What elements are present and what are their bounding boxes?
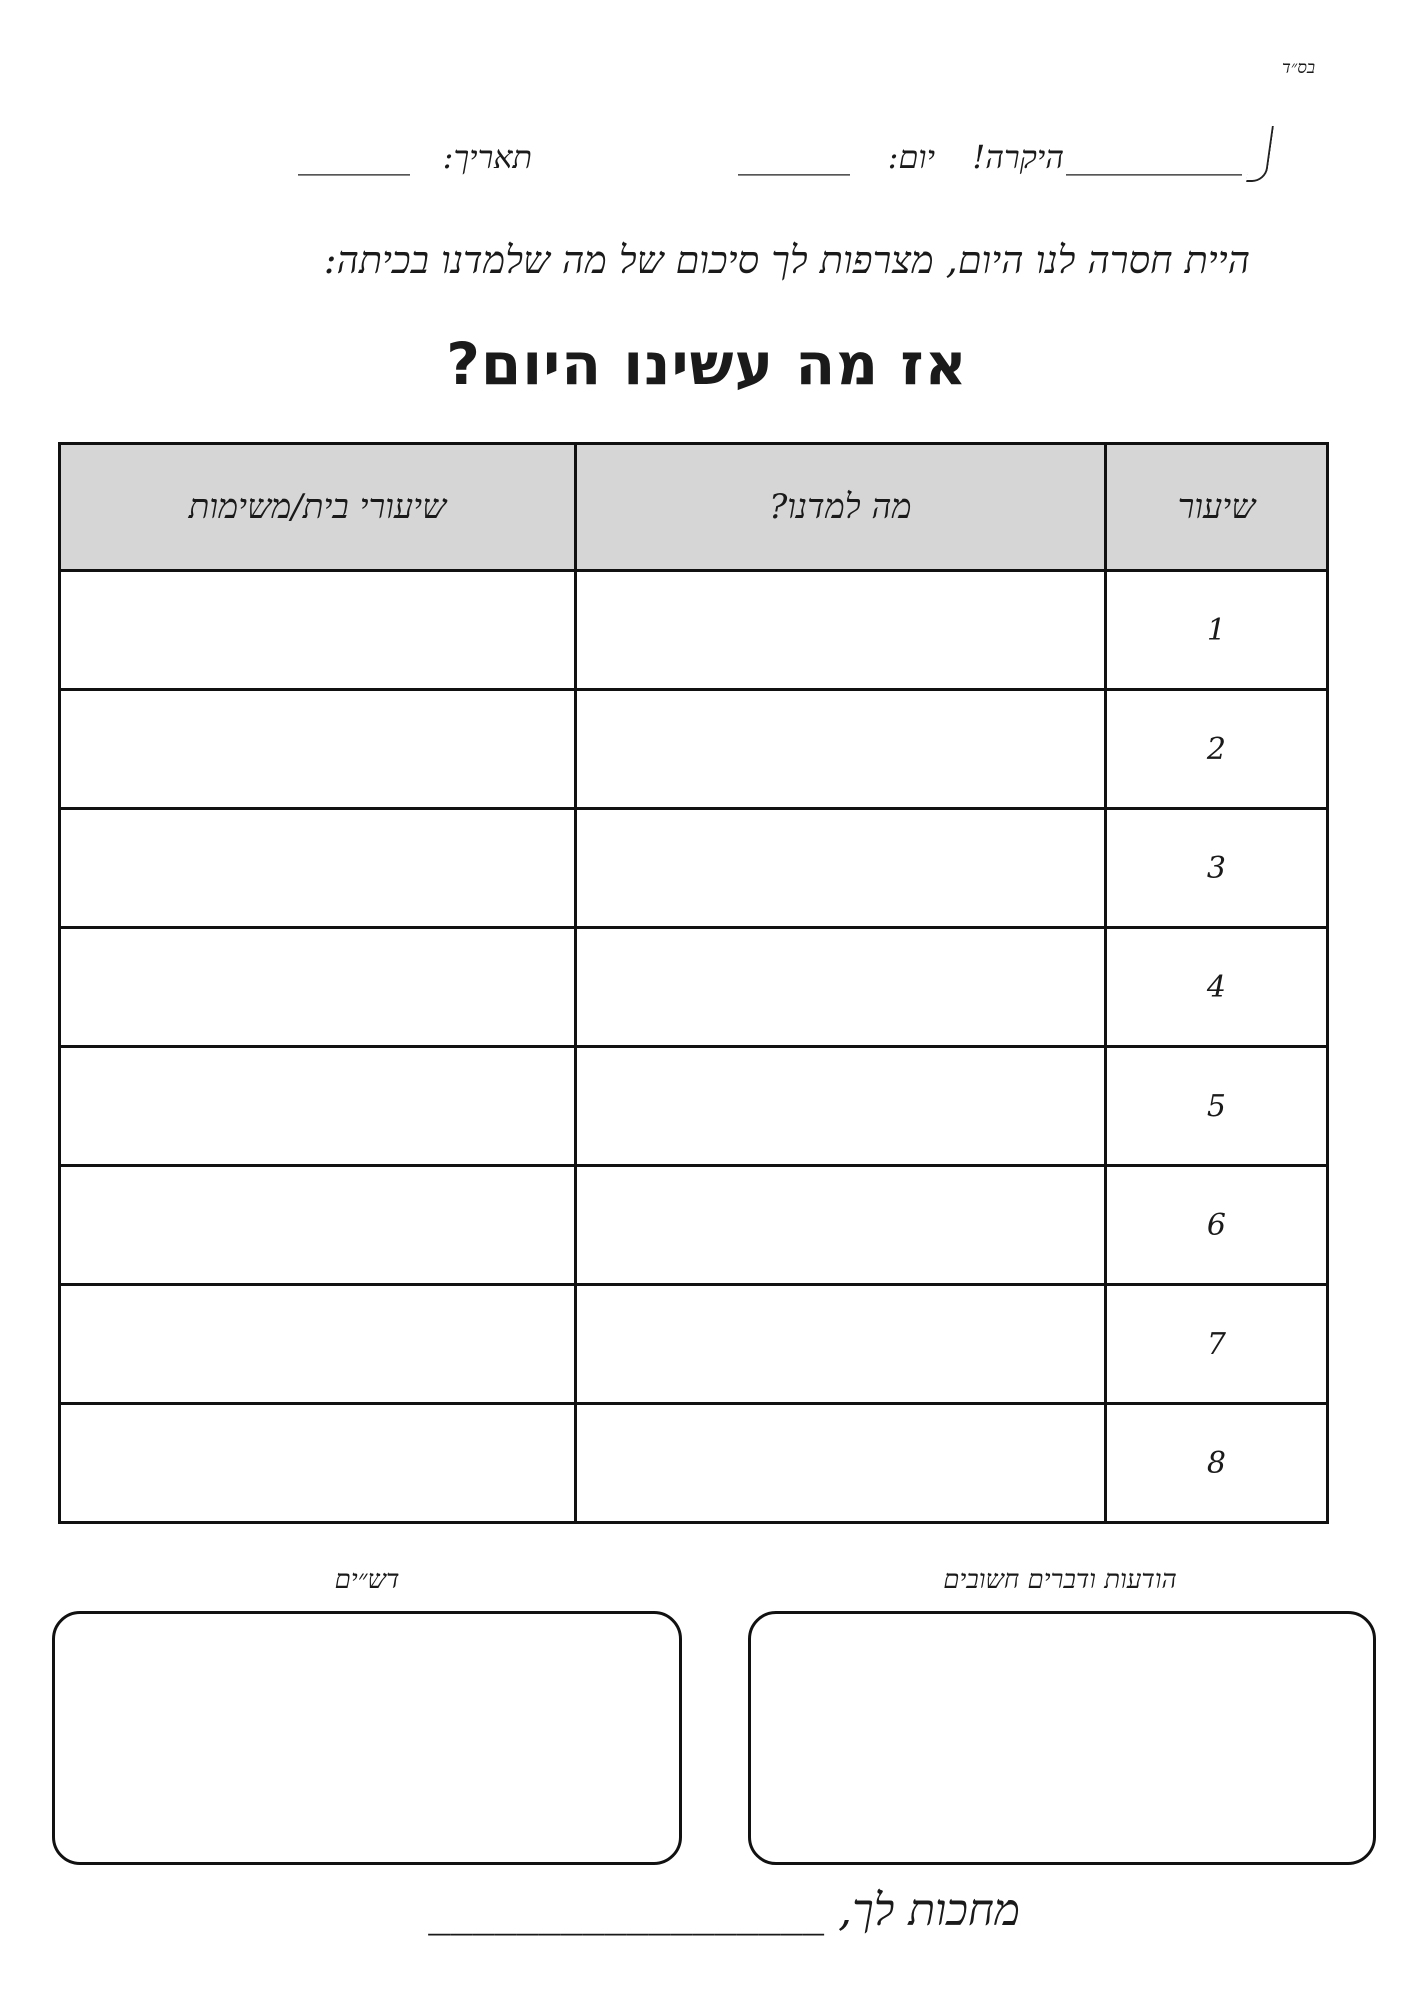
lesson-number: 4 — [1105, 928, 1327, 1047]
table-header-row — [60, 444, 1328, 571]
homework-cell[interactable] — [60, 809, 576, 928]
homework-cell[interactable] — [60, 1285, 576, 1404]
learned-cell[interactable] — [575, 1166, 1105, 1285]
greeting-text: היקרה! — [972, 138, 1064, 176]
table-row — [60, 928, 1328, 1047]
name-blank[interactable]: ___________ — [1066, 138, 1242, 176]
homework-cell[interactable] — [60, 690, 576, 809]
greeting-row — [120, 138, 1270, 198]
learned-cell[interactable] — [575, 1285, 1105, 1404]
page-title: אז מה עשינו היום? — [446, 330, 968, 398]
lesson-number: 2 — [1105, 690, 1327, 809]
table-row — [60, 1285, 1328, 1404]
lesson-number: 8 — [1105, 1404, 1327, 1523]
homework-cell[interactable] — [60, 928, 576, 1047]
lesson-number: 6 — [1105, 1166, 1327, 1285]
table-row — [60, 809, 1328, 928]
homework-cell[interactable] — [60, 1166, 576, 1285]
day-label: יום: — [887, 138, 935, 176]
homework-cell[interactable] — [60, 1404, 576, 1523]
recess-label: דש״ים — [334, 1565, 400, 1595]
header-learned: מה למדנו? — [575, 444, 1105, 571]
signature-blank[interactable]: __________________ — [428, 1885, 825, 1936]
learned-cell[interactable] — [575, 928, 1105, 1047]
table-row — [60, 1047, 1328, 1166]
table-row — [60, 1166, 1328, 1285]
header-homework: שיעורי בית/משימות — [60, 444, 576, 571]
day-blank[interactable]: _______ — [738, 138, 850, 176]
lesson-number: 5 — [1105, 1047, 1327, 1166]
recess-box[interactable] — [52, 1611, 682, 1865]
table-row — [60, 571, 1328, 690]
learned-cell[interactable] — [575, 1404, 1105, 1523]
table-row — [60, 1404, 1328, 1523]
date-label: תאריך: — [442, 138, 532, 176]
homework-cell[interactable] — [60, 571, 576, 690]
signature-label: מחכות לך, — [838, 1885, 1020, 1936]
lessons-table — [58, 442, 1329, 1524]
learned-cell[interactable] — [575, 1047, 1105, 1166]
learned-cell[interactable] — [575, 571, 1105, 690]
lesson-number: 1 — [1105, 571, 1327, 690]
homework-cell[interactable] — [60, 1047, 576, 1166]
name-bracket — [1246, 126, 1274, 182]
learned-cell[interactable] — [575, 809, 1105, 928]
header-lesson: שיעור — [1105, 444, 1327, 571]
intro-text: היית חסרה לנו היום, מצרפות לך סיכום של מה שלמדנו בכיתה: — [323, 238, 1250, 282]
notices-box[interactable] — [748, 1611, 1376, 1865]
notices-label: הודעות ודברים חשובים — [943, 1565, 1177, 1595]
table-row — [60, 690, 1328, 809]
lesson-number: 3 — [1105, 809, 1327, 928]
signature-line — [340, 1885, 1020, 1936]
bsd-mark: בס״ד — [1282, 58, 1316, 78]
learned-cell[interactable] — [575, 690, 1105, 809]
date-blank[interactable]: _______ — [298, 138, 410, 176]
lesson-number: 7 — [1105, 1285, 1327, 1404]
